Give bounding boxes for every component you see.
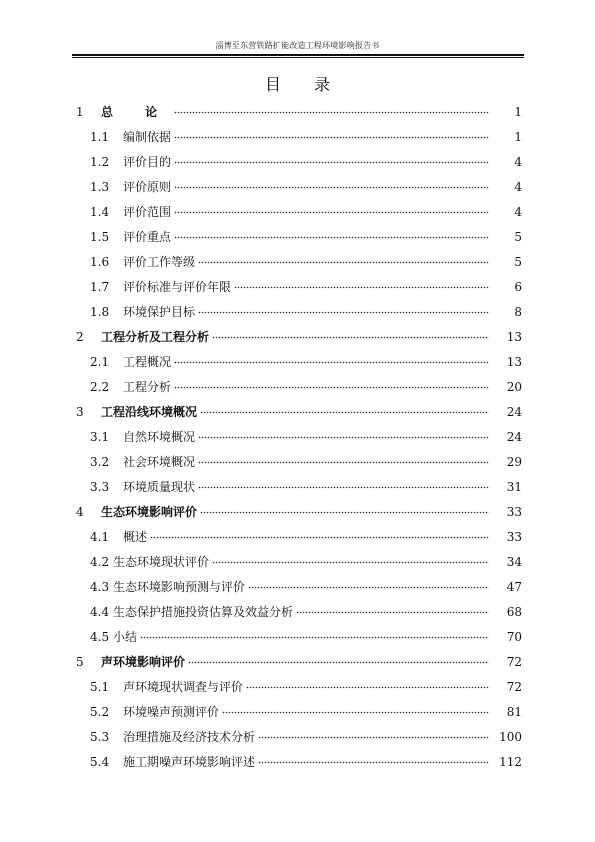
toc-entry-number: 2.1 xyxy=(90,354,110,369)
toc-entry-title: 环境质量现状 xyxy=(123,479,196,494)
toc-entry-page-number: 47 xyxy=(506,579,522,594)
dot-leader xyxy=(188,658,489,666)
toc-entry-title: 生态环境影响评价 xyxy=(101,504,198,519)
dot-leader xyxy=(198,433,489,441)
dot-leader xyxy=(198,483,489,491)
dot-leader xyxy=(246,683,489,691)
toc-entry-number: 5.2 xyxy=(90,704,110,719)
toc-section-entry[interactable] xyxy=(0,699,595,724)
toc-section-entry[interactable] xyxy=(0,174,595,199)
toc-chapter-entry[interactable] xyxy=(0,499,595,524)
toc-entry-number: 3.1 xyxy=(90,429,110,444)
toc-section-entry[interactable] xyxy=(0,549,595,574)
toc-entry-number: 5.3 xyxy=(90,729,110,744)
toc-entry-number: 1.6 xyxy=(90,254,110,269)
toc-entry-number: 1.7 xyxy=(90,279,110,294)
toc-section-entry[interactable] xyxy=(0,624,595,649)
toc-entry-page-number: 20 xyxy=(506,379,522,394)
header-rule-thick xyxy=(72,54,524,56)
toc-entry-page-number: 8 xyxy=(514,304,522,319)
dot-leader xyxy=(222,708,489,716)
toc-section-entry[interactable] xyxy=(0,599,595,624)
toc-entry-number: 1.1 xyxy=(90,129,110,144)
dot-leader xyxy=(150,533,489,541)
toc-chapter-entry[interactable] xyxy=(0,649,595,674)
toc-entry-title: 评价工作等级 xyxy=(123,254,196,269)
dot-leader xyxy=(174,108,489,116)
toc-entry-page-number: 1 xyxy=(514,129,522,144)
dot-leader xyxy=(174,383,489,391)
dot-leader xyxy=(234,283,489,291)
dot-leader xyxy=(174,233,489,241)
toc-section-entry[interactable] xyxy=(0,674,595,699)
toc-entry-page-number: 70 xyxy=(506,629,522,644)
toc-entry-title: 概述 xyxy=(123,529,148,544)
toc-entry-number: 4.1 xyxy=(90,529,110,544)
dot-leader xyxy=(212,558,489,566)
toc-entry-number: 1.8 xyxy=(90,304,110,319)
toc-entry-page-number: 4 xyxy=(514,154,522,169)
toc-chapter-entry[interactable] xyxy=(0,399,595,424)
toc-entry-title: 环境噪声预测评价 xyxy=(123,704,220,719)
toc-entry-title: 评价标准与评价年限 xyxy=(123,279,232,294)
toc-entry-title: 评价原则 xyxy=(123,179,172,194)
toc-entry-number: 3.3 xyxy=(90,479,110,494)
toc-entry-page-number: 13 xyxy=(506,354,522,369)
toc-entry-title: 评价目的 xyxy=(123,154,172,169)
toc-entry-number: 4.4 xyxy=(90,604,110,619)
toc-section-entry[interactable] xyxy=(0,224,595,249)
toc-entry-number: 1.2 xyxy=(90,154,110,169)
dot-leader xyxy=(200,408,489,416)
toc-entry-title: 治理措施及经济技术分析 xyxy=(123,729,256,744)
toc-entry-title: 工程分析及工程分析 xyxy=(101,329,210,344)
dot-leader xyxy=(198,258,489,266)
toc-entry-number: 1.3 xyxy=(90,179,110,194)
header-rule-thin xyxy=(72,57,524,58)
toc-entry-number: 1 xyxy=(76,104,84,119)
dot-leader xyxy=(174,183,489,191)
toc-entry-title: 评价范围 xyxy=(123,204,172,219)
toc-entry-page-number: 33 xyxy=(506,504,522,519)
toc-section-entry[interactable] xyxy=(0,724,595,749)
toc-entry-number: 1.5 xyxy=(90,229,110,244)
toc-section-entry[interactable] xyxy=(0,249,595,274)
toc-entry-title: 施工期噪声环境影响评述 xyxy=(123,754,256,769)
toc-entry-page-number: 6 xyxy=(514,279,522,294)
toc-section-entry[interactable] xyxy=(0,274,595,299)
toc-entry-page-number: 4 xyxy=(514,204,522,219)
toc-entry-page-number: 29 xyxy=(506,454,522,469)
toc-entry-title: 评价重点 xyxy=(123,229,172,244)
toc-entry-title: 小结 xyxy=(113,629,138,644)
toc-entry-number: 2.2 xyxy=(90,379,110,394)
dot-leader xyxy=(198,308,489,316)
dot-leader xyxy=(212,333,489,341)
toc-entry-title: 生态环境影响预测与评价 xyxy=(113,579,246,594)
toc-entry-page-number: 5 xyxy=(514,254,522,269)
toc-entry-title: 编制依据 xyxy=(123,129,172,144)
toc-entry-number: 5 xyxy=(76,654,84,669)
toc-section-entry[interactable] xyxy=(0,374,595,399)
toc-entry-page-number: 81 xyxy=(506,704,522,719)
toc-section-entry[interactable] xyxy=(0,449,595,474)
dot-leader xyxy=(258,758,489,766)
toc-entry-page-number: 72 xyxy=(506,679,522,694)
toc-section-entry[interactable] xyxy=(0,574,595,599)
dot-leader xyxy=(174,158,489,166)
toc-entry-number: 4.5 xyxy=(90,629,110,644)
toc-entry-page-number: 5 xyxy=(514,229,522,244)
dot-leader xyxy=(174,208,489,216)
dot-leader xyxy=(200,508,489,516)
toc-section-entry[interactable] xyxy=(0,524,595,549)
toc-entry-number: 2 xyxy=(76,329,84,344)
toc-entry-title: 生态保护措施投资估算及效益分析 xyxy=(113,604,294,619)
toc-entry-page-number: 24 xyxy=(506,429,522,444)
toc-entry-title: 总 论 xyxy=(101,104,172,119)
toc-entry-title: 声环境影响评价 xyxy=(101,654,186,669)
toc-section-entry[interactable] xyxy=(0,199,595,224)
dot-leader xyxy=(140,633,489,641)
toc-entry-number: 4.3 xyxy=(90,579,110,594)
toc-entry-page-number: 68 xyxy=(506,604,522,619)
toc-entry-page-number: 1 xyxy=(514,104,522,119)
table-of-contents xyxy=(0,99,595,774)
toc-entry-page-number: 72 xyxy=(506,654,522,669)
toc-section-entry[interactable] xyxy=(0,124,595,149)
toc-entry-title: 声环境现状调查与评价 xyxy=(123,679,244,694)
toc-section-entry[interactable] xyxy=(0,749,595,774)
toc-entry-title: 自然环境概况 xyxy=(123,429,196,444)
dot-leader xyxy=(174,358,489,366)
toc-title: 目 录 xyxy=(264,75,345,94)
dot-leader xyxy=(296,608,489,616)
toc-section-entry[interactable] xyxy=(0,474,595,499)
toc-chapter-entry[interactable] xyxy=(0,324,595,349)
toc-entry-page-number: 100 xyxy=(499,729,522,744)
running-header: 淄博至东营铁路扩能改造工程环境影响报告书 xyxy=(215,41,380,50)
toc-entry-page-number: 31 xyxy=(506,479,522,494)
dot-leader xyxy=(258,733,489,741)
toc-entry-title: 生态环境现状评价 xyxy=(113,554,210,569)
toc-entry-page-number: 112 xyxy=(499,754,522,769)
toc-entry-number: 4 xyxy=(76,504,84,519)
toc-entry-number: 3 xyxy=(76,404,84,419)
toc-entry-title: 工程分析 xyxy=(123,379,172,394)
toc-entry-title: 环境保护目标 xyxy=(123,304,196,319)
dot-leader xyxy=(198,458,489,466)
toc-entry-title: 社会环境概况 xyxy=(123,454,196,469)
dot-leader xyxy=(174,133,489,141)
toc-section-entry[interactable] xyxy=(0,349,595,374)
toc-section-entry[interactable] xyxy=(0,149,595,174)
dot-leader xyxy=(248,583,489,591)
toc-entry-number: 1.4 xyxy=(90,204,110,219)
toc-entry-page-number: 13 xyxy=(506,329,522,344)
toc-entry-page-number: 24 xyxy=(506,404,522,419)
toc-section-entry[interactable] xyxy=(0,424,595,449)
toc-entry-title: 工程沿线环境概况 xyxy=(101,404,198,419)
toc-entry-page-number: 34 xyxy=(506,554,522,569)
toc-entry-page-number: 33 xyxy=(506,529,522,544)
toc-entry-number: 5.4 xyxy=(90,754,110,769)
toc-entry-number: 3.2 xyxy=(90,454,110,469)
toc-section-entry[interactable] xyxy=(0,299,595,324)
toc-entry-number: 4.2 xyxy=(90,554,110,569)
toc-chapter-entry[interactable] xyxy=(0,99,595,124)
toc-entry-page-number: 4 xyxy=(514,179,522,194)
toc-entry-number: 5.1 xyxy=(90,679,110,694)
toc-entry-title: 工程概况 xyxy=(123,354,172,369)
